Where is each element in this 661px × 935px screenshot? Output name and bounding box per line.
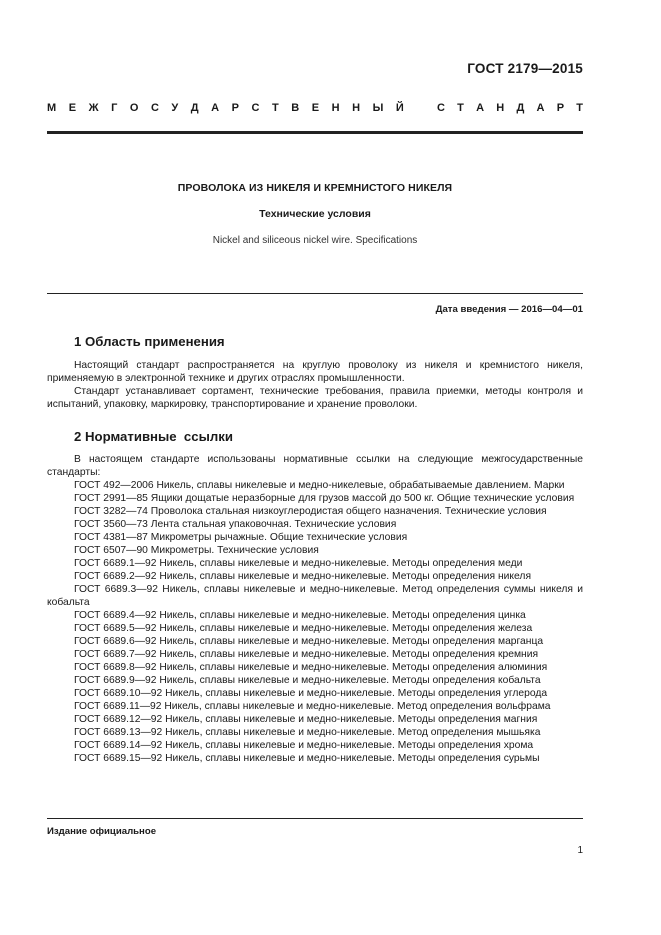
letter: В	[291, 102, 300, 114]
letter: А	[536, 102, 545, 114]
introduction-date: Дата введения — 2016—04—01	[435, 304, 583, 315]
letter: Н	[331, 102, 340, 114]
document-english-title: Nickel and siliceous nickel wire. Specifications	[212, 235, 418, 246]
document-title: ПРОВОЛОКА ИЗ НИКЕЛЯ И КРЕМНИСТОГО НИКЕЛЯ	[177, 182, 453, 194]
reference-item: ГОСТ 6507—90 Микрометры. Технические условия	[74, 545, 319, 556]
reference-item: ГОСТ 6689.9—92 Никель, сплавы никелевые и медно-никелевые. Методы определения кобальта	[74, 675, 541, 686]
reference-item: ГОСТ 6689.11—92 Никель, сплавы никелевые и медно-никелевые. Метод определения вольфрама	[74, 701, 551, 712]
section-1-heading: 1 Область применения	[74, 334, 225, 349]
letter: У	[171, 102, 179, 114]
reference-item: ГОСТ 6689.2—92 Никель, сплавы никелевые и медно-никелевые. Методы определения никеля	[74, 571, 532, 582]
reference-item: ГОСТ 6689.5—92 Никель, сплавы никелевые и медно-никелевые. Методы определения железа	[74, 623, 533, 634]
header-rule	[47, 131, 583, 134]
standard-kind-word-1	[47, 102, 404, 114]
letter: О	[129, 102, 139, 114]
letter: С	[437, 102, 445, 114]
reference-item: ГОСТ 4381—87 Микрометры рычажные. Общие технические условия	[74, 532, 408, 543]
reference-item: ГОСТ 6689.3—92 Никель, сплавы никелевые и медно-никелевые. Метод определения суммы никеля и кобальта	[47, 584, 583, 608]
reference-item: ГОСТ 6689.15—92 Никель, сплавы никелевые и медно-никелевые. Методы определения сурьмы	[74, 753, 540, 764]
letter: Т	[457, 102, 464, 114]
section-1-paragraph: Стандарт устанавливает сортамент, технические требования, правила приемки, методы контроля и испытаний, упаковку, маркировку, транспортирование и хранение проволоки.	[47, 386, 583, 410]
reference-item: ГОСТ 6689.14—92 Никель, сплавы никелевые и медно-никелевые. Методы определения хрома	[74, 740, 534, 751]
reference-item: ГОСТ 3560—73 Лента стальная упаковочная. Технические условия	[74, 519, 397, 530]
section-1-paragraph: Настоящий стандарт распространяется на круглую проволоку из никеля и кремнистого никеля, применяемую в электронной технике и других отраслях промышленности.	[47, 360, 583, 384]
letter: Р	[556, 102, 565, 114]
letter: С	[150, 102, 159, 114]
reference-item: ГОСТ 6689.13—92 Никель, сплавы никелевые и медно-никелевые. Метод определения мышьяка	[74, 727, 541, 738]
reference-list	[47, 479, 583, 765]
letter: А	[211, 102, 220, 114]
letter: Г	[111, 102, 118, 114]
footer-rule	[47, 818, 583, 819]
letter: Т	[576, 102, 583, 114]
reference-item: ГОСТ 6689.10—92 Никель, сплавы никелевые и медно-никелевые. Методы определения углерода	[74, 688, 548, 699]
letter: М	[47, 102, 57, 114]
reference-item: ГОСТ 6689.12—92 Никель, сплавы никелевые и медно-никелевые. Методы определения магния	[74, 714, 538, 725]
section-2-intro: В настоящем стандарте использованы нормативные ссылки на следующие межгосударственные стандарты:	[47, 454, 583, 478]
reference-item: ГОСТ 6689.8—92 Никель, сплавы никелевые и медно-никелевые. Методы определения алюминия	[74, 662, 548, 673]
letter: С	[251, 102, 260, 114]
reference-item: ГОСТ 3282—74 Проволока стальная низкоуглеродистая общего назначения. Технические условия	[74, 506, 547, 517]
reference-item: ГОСТ 6689.1—92 Никель, сплавы никелевые и медно-никелевые. Методы определения меди	[74, 558, 523, 569]
standard-kind	[47, 102, 583, 114]
letter: Д	[190, 102, 199, 114]
reference-item: ГОСТ 492—2006 Никель, сплавы никелевые и медно-никелевые, обрабатываемые давлением. Марки	[74, 480, 565, 491]
edition-note: Издание официальное	[47, 826, 157, 837]
document-code: ГОСТ 2179—2015	[467, 61, 583, 76]
letter: Й	[395, 102, 404, 114]
document-subtitle: Технические условия	[259, 208, 371, 220]
reference-item: ГОСТ 6689.7—92 Никель, сплавы никелевые и медно-никелевые. Методы определения кремния	[74, 649, 539, 660]
letter: Н	[496, 102, 505, 114]
letter: Ж	[88, 102, 99, 114]
letter: Ы	[372, 102, 384, 114]
letter: Е	[68, 102, 77, 114]
section-2-body	[47, 453, 583, 765]
letter: Д	[516, 102, 525, 114]
letter: Е	[311, 102, 320, 114]
section-1-body	[47, 359, 583, 411]
reference-item: ГОСТ 6689.6—92 Никель, сплавы никелевые и медно-никелевые. Методы определения марганца	[74, 636, 544, 647]
letter: Т	[272, 102, 279, 114]
section-2-heading: 2 Нормативные ссылки	[74, 429, 233, 444]
title-rule	[47, 293, 583, 294]
page-number: 1	[577, 845, 583, 856]
reference-item: ГОСТ 2991—85 Ящики дощатые неразборные для грузов массой до 500 кг. Общие технические условия	[74, 493, 575, 504]
reference-item: ГОСТ 6689.4—92 Никель, сплавы никелевые и медно-никелевые. Методы определения цинка	[74, 610, 526, 621]
letter: А	[476, 102, 485, 114]
letter: Р	[231, 102, 239, 114]
letter: Н	[352, 102, 361, 114]
standard-kind-word-2	[437, 102, 583, 114]
